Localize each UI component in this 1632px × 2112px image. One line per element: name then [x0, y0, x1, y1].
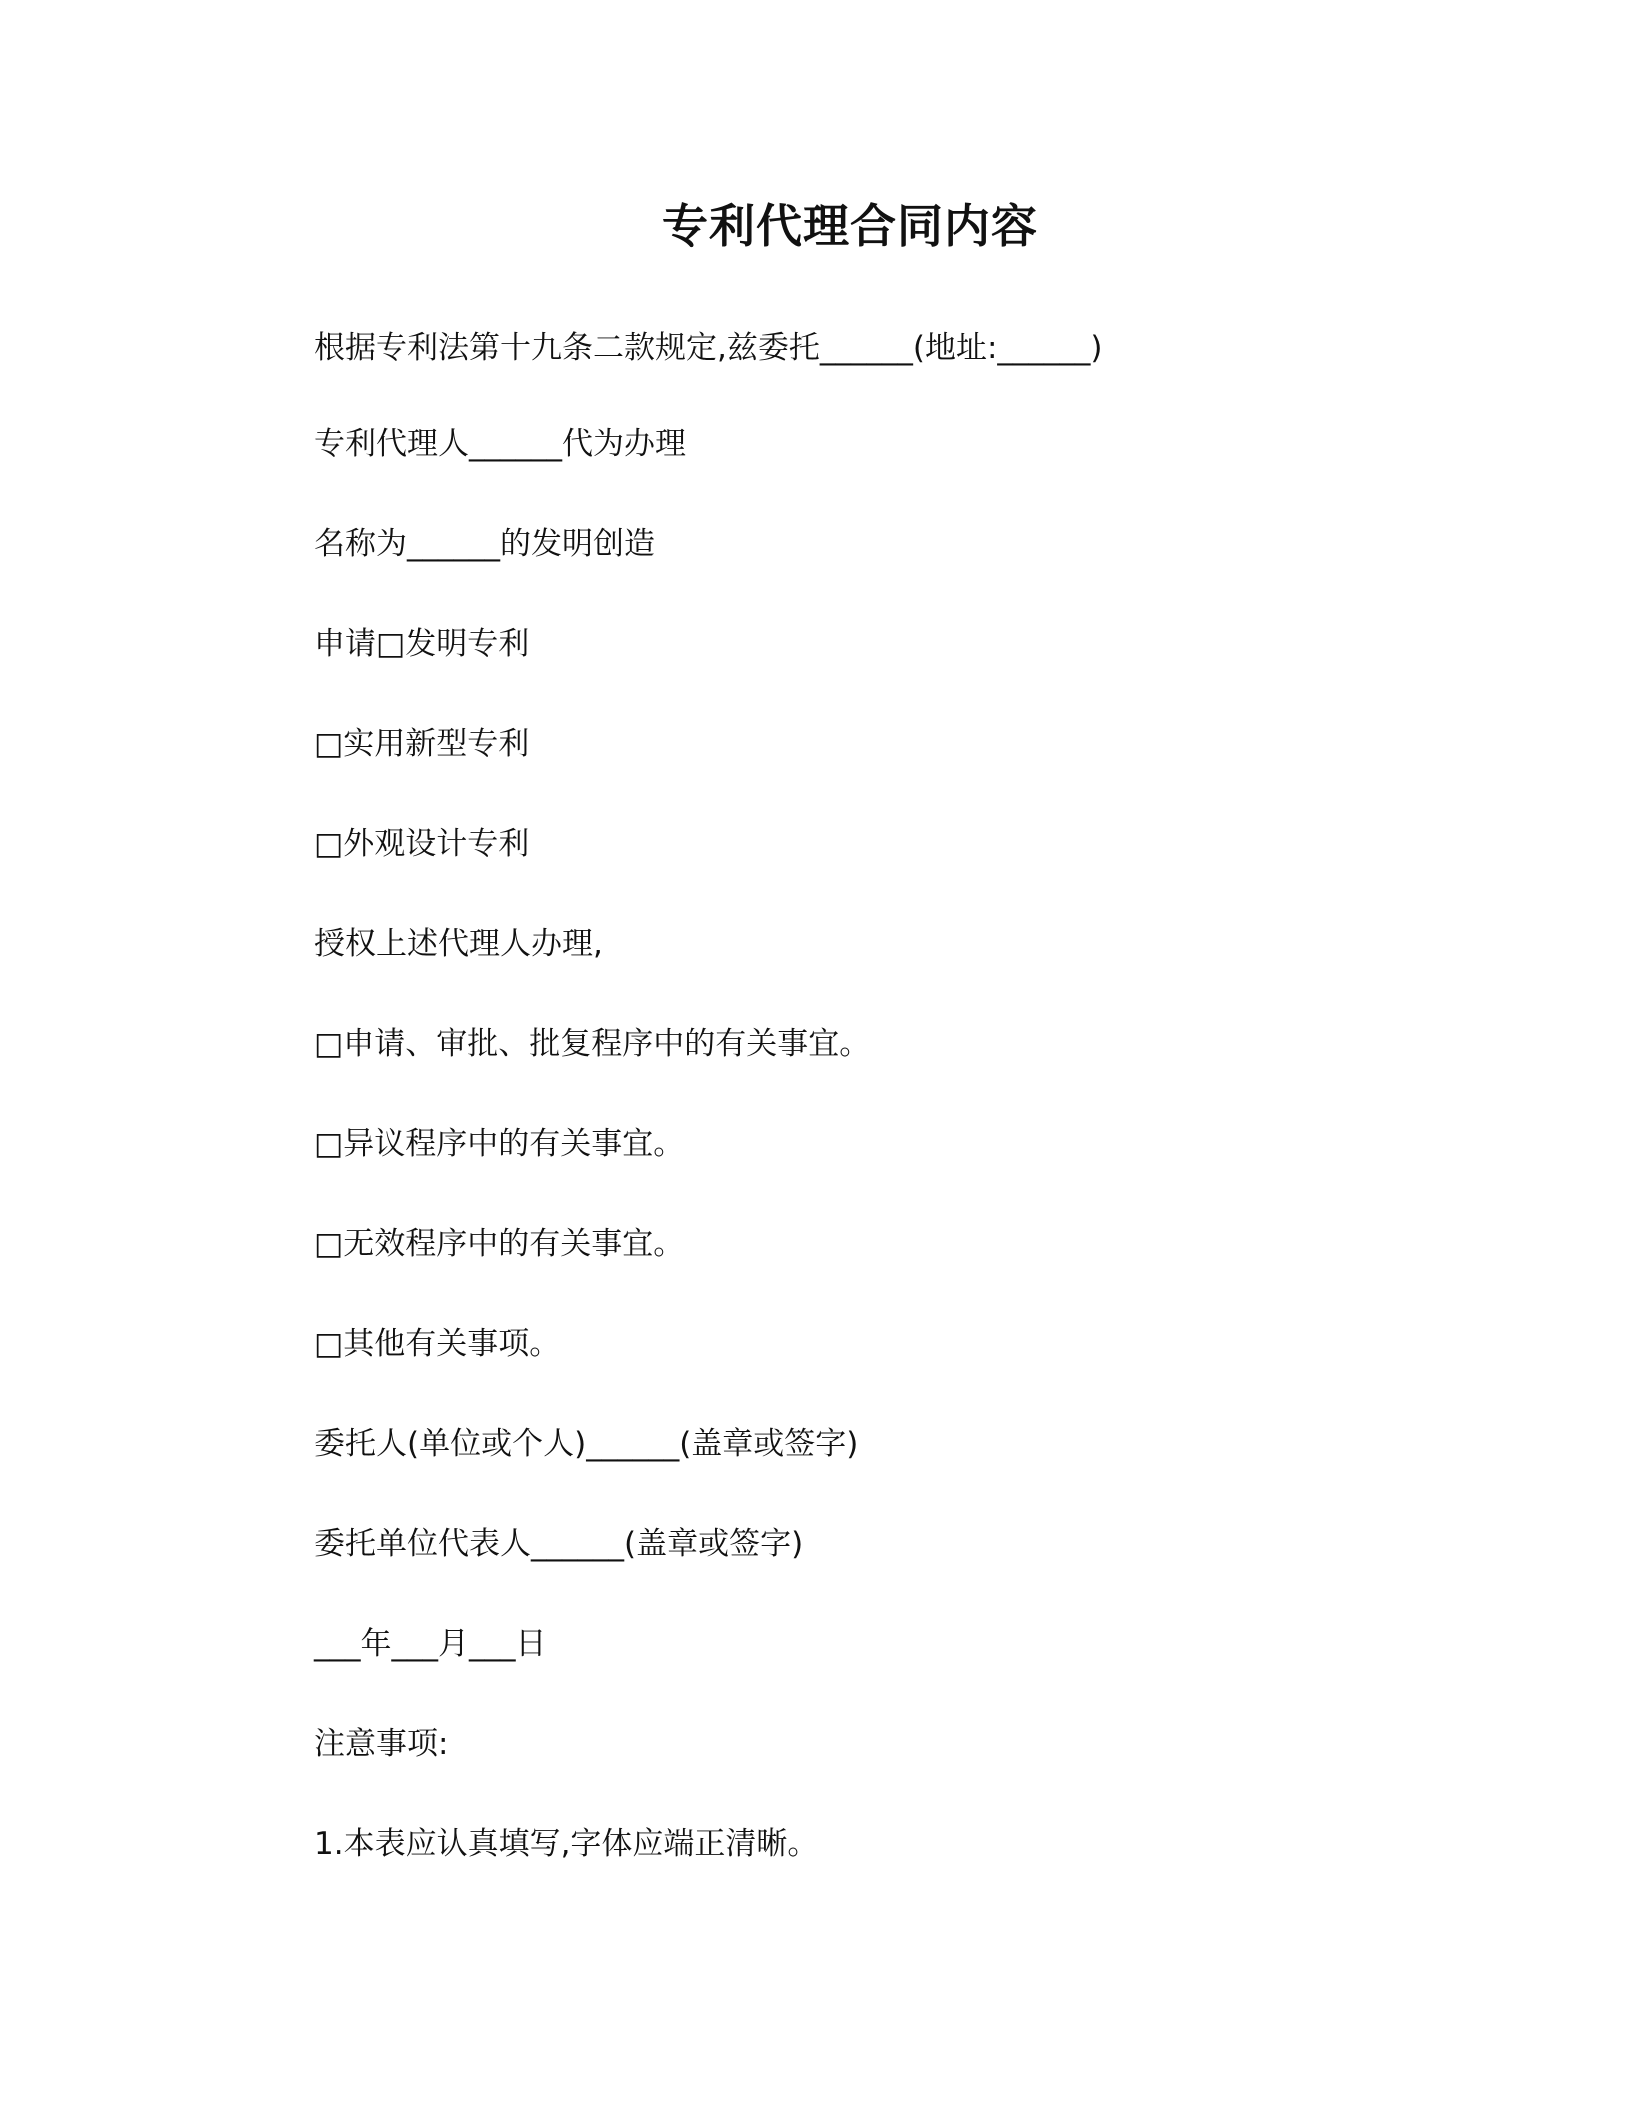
notes-heading: 注意事项:	[314, 1726, 449, 1762]
examination-matters-option-line: □申请、审批、批复程序中的有关事宜。	[314, 1026, 871, 1062]
authorization-line: 授权上述代理人办理,	[314, 926, 603, 962]
document-title: 专利代理合同内容	[662, 199, 1038, 253]
application-type-invention-line: 申请□发明专利	[314, 626, 530, 662]
agent-line: 专利代理人______代为办理	[314, 426, 686, 462]
design-patent-option-line: □外观设计专利	[314, 826, 530, 862]
representative-signature-line: 委托单位代表人______(盖章或签字)	[314, 1526, 804, 1562]
entrust-clause-line: 根据专利法第十九条二款规定,兹委托______(地址:______)	[314, 330, 1103, 366]
invention-name-line: 名称为______的发明创造	[314, 526, 655, 562]
note-item-1: 1.本表应认真填写,字体应端正清晰。	[314, 1826, 819, 1862]
other-matters-option-line: □其他有关事项。	[314, 1326, 561, 1362]
opposition-matters-option-line: □异议程序中的有关事宜。	[314, 1126, 685, 1162]
date-line: ___年___月___日	[314, 1626, 547, 1662]
invalidation-matters-option-line: □无效程序中的有关事宜。	[314, 1226, 685, 1262]
utility-model-option-line: □实用新型专利	[314, 726, 530, 762]
principal-signature-line: 委托人(单位或个人)______(盖章或签字)	[314, 1426, 859, 1462]
